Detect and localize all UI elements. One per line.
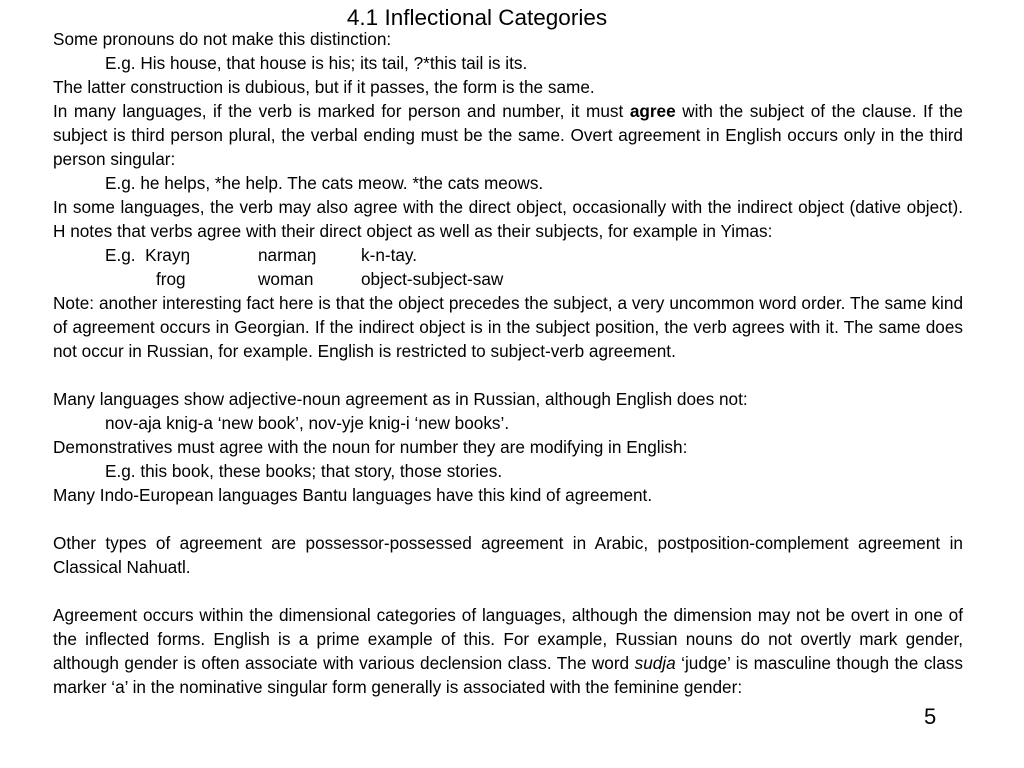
paragraph: Demonstratives must agree with the noun for number they are modifying in English: xyxy=(53,437,688,457)
gloss-cell: narmaŋ xyxy=(258,245,317,265)
spacer xyxy=(53,507,963,531)
example-line: E.g. His house, that house is his; its tail, ?*this tail is its. xyxy=(105,53,528,73)
page-number: 5 xyxy=(924,704,937,729)
spacer xyxy=(53,363,963,387)
paragraph xyxy=(53,99,963,171)
paragraph xyxy=(53,603,963,699)
paragraph: Note: another interesting fact here is that the object precedes the subject, a very uncommon word order. The same kind of agreement occurs in Georgian. If the indirect object is in the subject position, the verb agrees with it. The same does not occur in Russian, for example. English is restricted to subject-verb agreement. xyxy=(53,293,963,361)
italic-term: sudja xyxy=(634,653,676,673)
gloss-cell: E.g. Krayŋ xyxy=(105,245,191,265)
gloss-row-2 xyxy=(53,267,963,291)
gloss-cell: frog xyxy=(156,269,186,289)
gloss-cell: woman xyxy=(258,269,314,289)
example-line: nov-aja knig-a ‘new book’, nov-yje knig-i ‘new books’. xyxy=(105,413,510,433)
paragraph: Many Indo-European languages Bantu languages have this kind of agreement. xyxy=(53,485,653,505)
paragraph: Other types of agreement are possessor-possessed agreement in Arabic, postposition-complement agreement in Classical Nahuatl. xyxy=(53,533,963,577)
gloss-cell: k-n-tay. xyxy=(361,245,418,265)
text-run: with the subject of the clause. If the subject is third person plural, the verbal ending must be the same. Overt agreement in English occurs only in the third person singular: xyxy=(53,101,963,169)
paragraph: The latter construction is dubious, but if it passes, the form is the same. xyxy=(53,77,595,97)
spacer xyxy=(53,579,963,603)
paragraph: In some languages, the verb may also agree with the direct object, occasionally with the indirect object (dative object). H notes that verbs agree with their direct object as well as their subjects, for example in Yimas: xyxy=(53,197,963,241)
slide-title: 4.1 Inflectional Categories xyxy=(346,5,608,30)
text-run: Agreement occurs within the dimensional categories of languages, although the dimension may not be overt in one of the inflected forms. English is a prime example of this. For example, Russian nouns do not overtly mark gender, although gender is often associate with various declension class. The word xyxy=(53,605,963,673)
text-run: In many languages, if the verb is marked for person and number, it must xyxy=(53,101,630,121)
paragraph: Many languages show adjective-noun agreement as in Russian, although English does not: xyxy=(53,389,748,409)
emphasis-agree: agree xyxy=(629,101,676,121)
example-line: E.g. this book, these books; that story, those stories. xyxy=(105,461,503,481)
paragraph: Some pronouns do not make this distinction: xyxy=(53,29,392,49)
gloss-cell: object-subject-saw xyxy=(361,269,504,289)
gloss-row-1 xyxy=(53,243,963,267)
text-run: ‘judge’ is masculine though the class marker ‘a’ in the nominative singular form generally is associated with the feminine gender: xyxy=(53,653,963,697)
example-line: E.g. he helps, *he help. The cats meow. *the cats meows. xyxy=(105,173,544,193)
slide-body xyxy=(53,27,963,699)
